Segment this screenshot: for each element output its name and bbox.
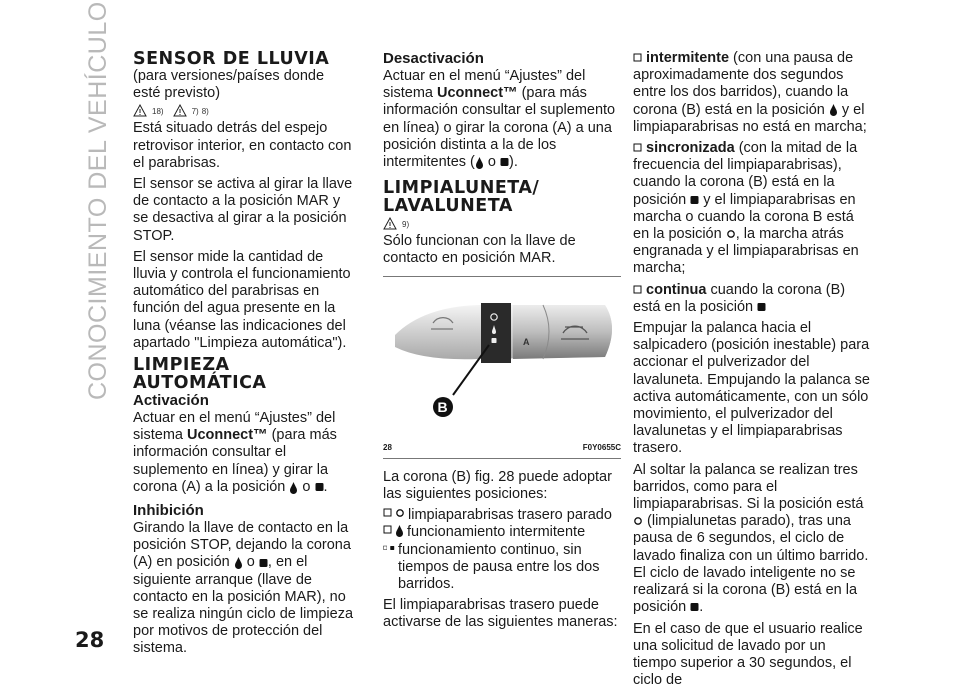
paragraph: Está situado detrás del espejo retrovisor interior, en contacto con el parabrisas. (133, 120, 352, 171)
text: o (302, 478, 311, 495)
paragraph: El limpiaparabrisas trasero puede activarse de las siguientes maneras: (383, 597, 618, 631)
warning-ref: 7) (191, 106, 199, 116)
text: . (699, 599, 704, 616)
circle-icon (633, 515, 643, 527)
warning-triangle-icon (173, 104, 189, 118)
warning-refs (133, 102, 355, 120)
heading-limpialuneta: LIMPIALUNETA/ LAVALUNETA (383, 178, 540, 217)
figure-rule-bottom (383, 458, 621, 459)
warning-triangle-icon (133, 104, 149, 118)
bullet-icon (633, 284, 642, 296)
circle-icon (395, 507, 405, 519)
mode-title: intermitente (646, 50, 730, 66)
paragraph-desactivacion (383, 68, 621, 171)
drop-icon (234, 556, 243, 569)
heading-sensor-lluvia: SENSOR DE LLUVIA (133, 49, 330, 69)
figure-28-stalk (383, 287, 621, 437)
warning-ref: 9) (402, 219, 410, 229)
list-item (383, 542, 621, 594)
text: (con una pausa de aproximadamente dos segundos entre los dos barridos), cuando la corona (B) está en la posición (633, 50, 854, 118)
paragraph: El sensor mide la cantidad de lluvia y controla el funcionamiento automático del parabrisas en función del agua presente en la luna (véanse las indicaciones del apartado "Limpieza automática"). (133, 248, 351, 351)
square-icon (690, 602, 699, 612)
paragraph: La corona (B) fig. 28 puede adoptar las siguientes posiciones: (383, 468, 612, 503)
text: Girando la llave de contacto en la posición STOP, dejando la corona (A) en posición (133, 520, 351, 571)
text: o (246, 554, 255, 571)
page-number: 28 (75, 628, 105, 652)
text: y el limpiaparabrisas no está en marcha; (633, 101, 867, 135)
square-icon (259, 558, 268, 568)
list-item-text: funcionamiento intermitente (407, 524, 586, 541)
bullet-icon (383, 524, 392, 536)
bullet-icon (633, 52, 642, 64)
text: (para más información consultar el suplemento en línea) o girar la corona (A) a una posición distinta a la de los intermitentes ( (383, 85, 616, 171)
text: cuando la corona (B) está en la posición (633, 281, 846, 315)
availability-note: (para versiones/países donde esté previsto) (133, 68, 325, 102)
brand-name: Uconnect™ (187, 427, 268, 444)
list-item (383, 524, 621, 541)
stalk-illustration (383, 287, 621, 437)
paragraph-soltar (633, 462, 871, 617)
text: ). (509, 154, 518, 171)
drop-icon (475, 156, 484, 169)
text: y el limpiaparabrisas en marcha o cuando la corona B está en la posición (633, 191, 856, 243)
figure-code: F0Y0655C (582, 442, 621, 452)
paragraph: En el caso de que el usuario realice una solicitud de lavado por un tiempo superior a 30 segundos, el ciclo de (633, 620, 863, 689)
text: (para más información consultar el suplemento en línea) y girar la corona (A) a la posición (133, 427, 337, 495)
text: , en el siguiente arranque (llave de contacto en la posición MAR), no se realiza ningún ciclo de limpieza por motivos de protección del sistema. (133, 554, 354, 657)
circle-icon (726, 228, 736, 240)
ring-b (481, 303, 511, 363)
mode-continua (633, 282, 871, 316)
paragraph: Sólo funcionan con la llave de contacto en posición MAR. (383, 233, 576, 267)
text: . (323, 478, 328, 495)
subheading-inhibicion: Inhibición (133, 502, 204, 520)
subheading-desactivacion: Desactivación (383, 50, 484, 67)
figure-number: 28 (383, 442, 392, 452)
square-icon (390, 542, 394, 554)
paragraph-inhibicion (133, 520, 355, 658)
drop-icon (829, 103, 838, 116)
mode-title: continua (646, 281, 707, 298)
bullet-icon (383, 507, 392, 519)
mode-sincronizada (633, 140, 871, 278)
column-3 (633, 50, 871, 693)
bullet-icon (383, 542, 387, 554)
paragraph-activacion (133, 410, 355, 496)
warning-triangle-icon (383, 217, 399, 231)
square-icon (757, 302, 766, 312)
warning-ref: 8) (201, 106, 209, 116)
figure-label-b: B (437, 398, 448, 415)
brand-name: Uconnect™ (437, 85, 518, 102)
list-item-text: limpiaparabrisas trasero parado (408, 507, 612, 524)
figure-rule (383, 276, 621, 277)
column-1 (133, 50, 355, 662)
warning-ref: 18) (152, 106, 164, 116)
text: o (487, 154, 496, 171)
heading-limpieza-automatica: LIMPIEZA AUTOMÁTICA (133, 355, 267, 394)
list-item (383, 507, 621, 524)
ring-a (513, 305, 612, 359)
square-icon (690, 195, 699, 205)
warning-refs (383, 215, 621, 233)
square-icon (500, 157, 509, 167)
mode-title: sincronizada (646, 140, 735, 157)
sidebar-chapter-title: CONOCIMIENTO DEL VEHÍCULO (84, 1, 112, 400)
sidebar-chapter (82, 1, 112, 400)
square-icon (315, 482, 324, 492)
bullet-icon (633, 142, 642, 154)
text: Actuar en el menú “Ajustes” del sistema (133, 410, 336, 444)
column-2 (383, 50, 621, 636)
list-item-text: funcionamiento continuo, sin tiempos de pausa entre los dos barridos. (397, 541, 600, 593)
figure-label-a: A (523, 336, 530, 347)
drop-icon (395, 524, 404, 537)
text: Actuar en el menú “Ajustes” del sistema (383, 68, 586, 102)
paragraph: Empujar la palanca hacia el salpicadero (posición inestable) para accionar el pulverizador del lavaluneta. Empujando la palanca se activa automáticamente, con un sólo movimiento, el pulverizador del lavalunetas y el limpiaparabrisas trasero. (633, 320, 870, 457)
text: , la marcha atrás engranada y el limpiaparabrisas en marcha; (633, 226, 859, 277)
figure-caption (383, 439, 621, 456)
square-icon (492, 338, 497, 343)
text: (limpialunetas parado), tras una pausa de 6 segundos, el ciclo de lavado finaliza con un último barrido. El ciclo de lavado inteligente no se realizará si la corona (B) está en la posición (633, 513, 869, 616)
text: (con la mitad de la frecuencia del limpiaparabrisas), cuando la corona (B) está en la posición (633, 140, 858, 208)
subheading-activacion: Activación (133, 392, 209, 410)
paragraph: El sensor se activa al girar la llave de contacto a la posición MAR y se desactiva al girar a la posición STOP. (133, 176, 353, 244)
mode-intermitente (633, 50, 871, 136)
text: Al soltar la palanca se realizan tres barridos, como para el limpiaparabrisas. Si la posición está (633, 461, 864, 513)
drop-icon (289, 481, 298, 494)
